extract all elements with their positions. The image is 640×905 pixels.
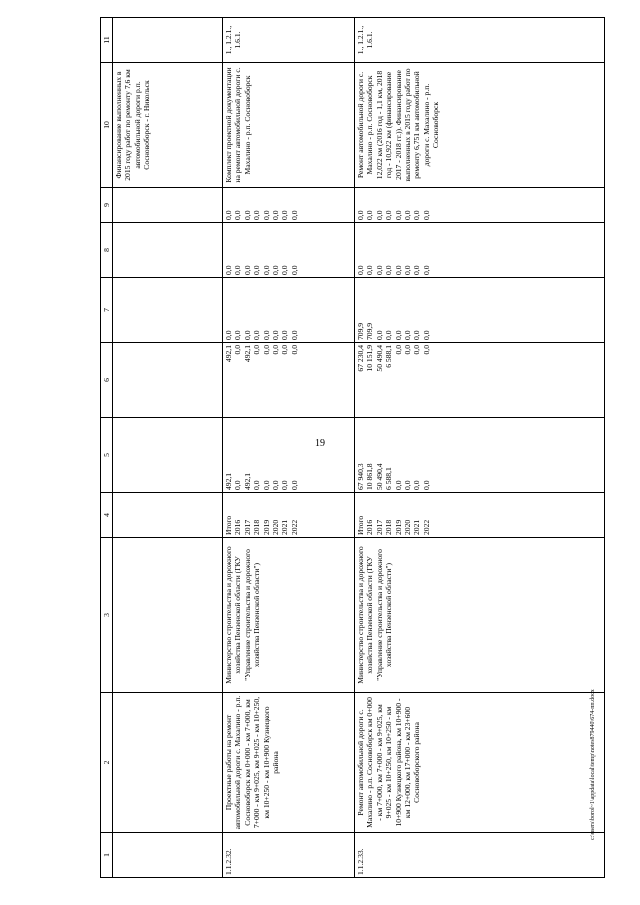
header-cell: 5 (101, 418, 113, 493)
header-cell: 4 (101, 493, 113, 538)
row-col6: 492,1 0,0 492,1 0,0 0,0 0,0 0,0 0,0 (223, 343, 355, 418)
rotated-table-container (100, 18, 620, 878)
row-executor: Министерство строительства и дорожного хозяйства Пензенской области (ГКУ "Управление строительства и дорожного хозяйства Пензенской области") (223, 538, 355, 693)
header-cell: 7 (101, 278, 113, 343)
row-id: 1.1.2.33. (355, 833, 605, 878)
row-total-funding: 67 940,3 10 861,8 50 490,4 6 588,1 0,0 0,0 0,0 0,0 (355, 418, 605, 493)
row-col9: 0,0 0,0 0,0 0,0 0,0 0,0 0,0 0,0 (355, 188, 605, 223)
header-cell: 11 (101, 18, 113, 63)
row-executor: Министерство строительства и дорожного хозяйства Пензенской области (ГКУ "Управление строительства и дорожного хозяйства Пензенской области") (355, 538, 605, 693)
header-cell: 3 (101, 538, 113, 693)
header-cell: 6 (101, 343, 113, 418)
table-row (355, 18, 605, 878)
row-col8: 0,0 0,0 0,0 0,0 0,0 0,0 0,0 0,0 (355, 223, 605, 278)
header-cell: 9 (101, 188, 113, 223)
row-col7: 0,0 0,0 0,0 0,0 0,0 0,0 0,0 0,0 (223, 278, 355, 343)
intro-row (113, 18, 223, 878)
row-col9: 0,0 0,0 0,0 0,0 0,0 0,0 0,0 0,0 (223, 188, 355, 223)
row-total-funding: 492,1 0,0 492,1 0,0 0,0 0,0 0,0 0,0 (223, 418, 355, 493)
row-years: Итого 2016 2017 2018 2019 2020 2021 2022 (223, 493, 355, 538)
intro-result-cell: Финансирование выполненных в 2015 году работ по ремонту 7,6 км автомобильной дороги р.п. Сосновоборск - г. Никольск (113, 63, 223, 188)
row-col7: 709,9 709,9 0,0 0,0 0,0 0,0 0,0 0,0 (355, 278, 605, 343)
row-indicators: 1., 1.2.1., 1.6.1. (355, 18, 605, 63)
header-row (101, 18, 113, 878)
file-path-footer: c:\users\borol~1\appdata\local\temp\notes879440\674-пп.docx (590, 689, 596, 840)
header-cell: 10 (101, 63, 113, 188)
row-result: Комплект проектной документации на ремонт автомобильной дороги с. Махалино - р.п. Сосновоборск (223, 63, 355, 188)
row-id: 1.1.2.32. (223, 833, 355, 878)
row-name: Ремонт автомобильной дороги с. Махалино - р.п. Сосновоборск км 0+000 - км 7+000, км 7+000 - км 9+025, км 9+025 - км 10+250, км 10+250 - км 10+900 Кузнецкого района, км 10+900 - км 12+000, км 17+000 - км 23+600 Сосновоборского района (355, 693, 605, 833)
row-years: Итого 2016 2017 2018 2019 2020 2021 2022 (355, 493, 605, 538)
table-row (223, 18, 355, 878)
header-cell: 8 (101, 223, 113, 278)
row-name: Проектные работы на ремонт автомобильной дороги с. Махалино - р.п. Сосновоборск км 0+000 - км 7+000, км 7+000 - км 9+025, км 9+025 - км 10+250, км 10+250 - км 10+900 Кузнецкого района (223, 693, 355, 833)
row-col6: 67 230,4 10 151,9 50 490,4 6 588,1 0,0 0,0 0,0 0,0 (355, 343, 605, 418)
row-indicators: 1., 1.2.1., 1.6.1. (223, 18, 355, 63)
row-result: Ремонт автомобильной дороги с. Махалино - р.п. Сосновоборск 12,022 км (2016 год - 1,1 км, 2018 год - 10,922 км (финансирование 2017 - 2018 гг.)). Финансирование выполненных в 2015 году работ по ремонту 6,751 км автомобильной дороги с. Махалино - р.п. Сосновоборск (355, 63, 605, 188)
header-cell: 2 (101, 693, 113, 833)
page-number: 19 (315, 438, 325, 449)
header-cell: 1 (101, 833, 113, 878)
program-table (100, 17, 605, 878)
row-col8: 0,0 0,0 0,0 0,0 0,0 0,0 0,0 0,0 (223, 223, 355, 278)
